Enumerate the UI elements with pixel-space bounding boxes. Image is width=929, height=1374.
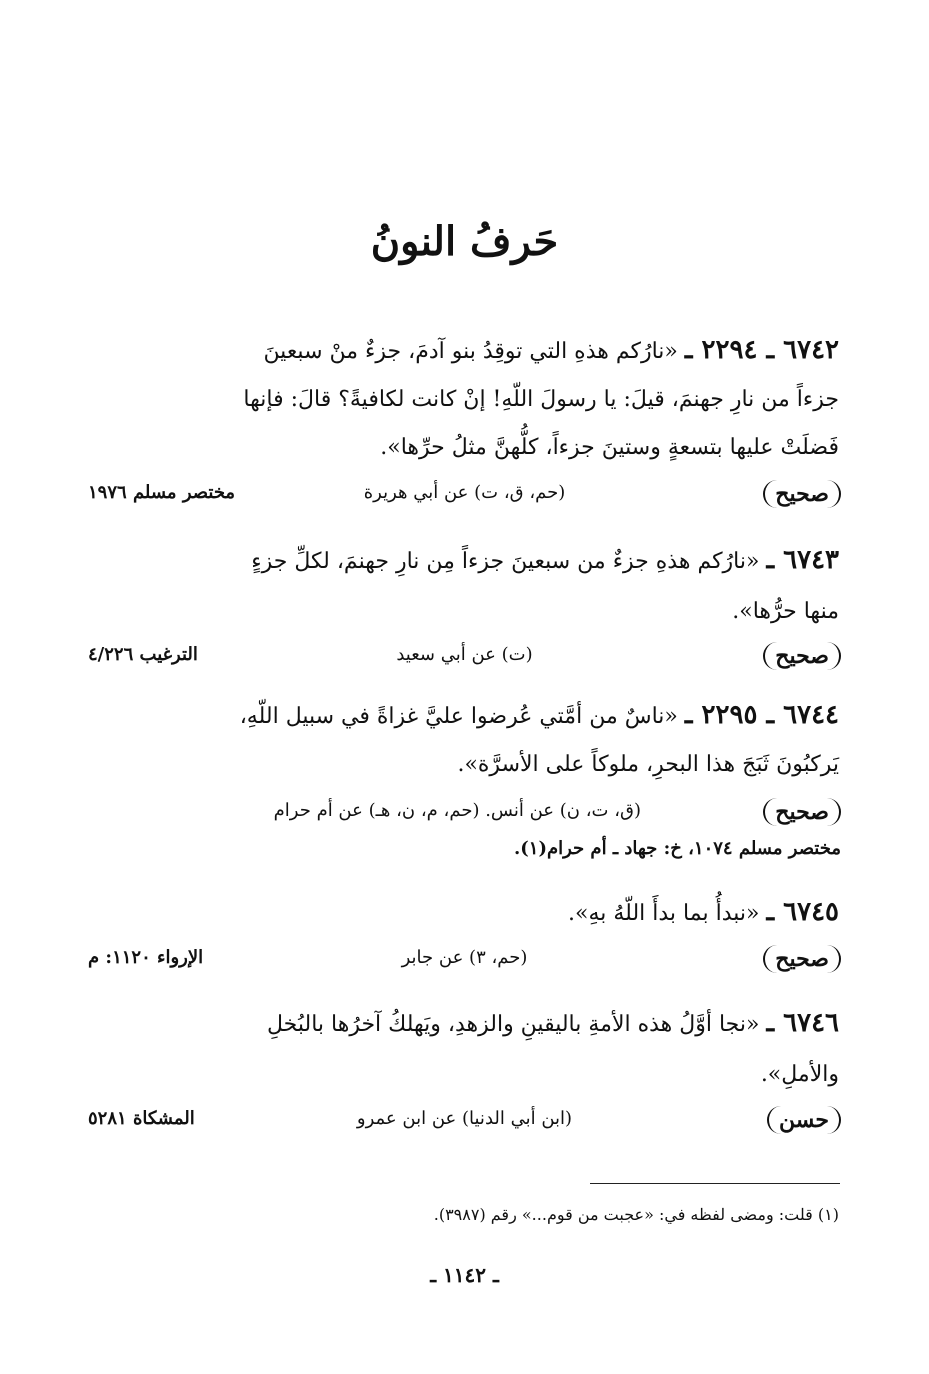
hadith-number: ٦٧٤٤ ـ ٢٢٩٥ ـ <box>684 700 839 730</box>
entry-6743-line-1 <box>89 545 839 577</box>
entry-6745-meta <box>88 945 841 977</box>
entry-6746-line-2: والأملِ». <box>760 1062 839 1087</box>
entry-6742-line-3: فَضلَتْ عليها بتسعةٍ وستينَ جزءاً، كلُّهنَّ مثلُ حرِّها». <box>380 435 839 460</box>
reference-text: مختصر مسلم ١٩٧٦ <box>88 482 236 503</box>
entry-6744-reference: مختصر مسلم ١٠٧٤، خ: جهاد ـ أم حرام(١). <box>513 838 841 859</box>
source-text: (ت) عن أبي سعيد <box>396 644 533 665</box>
footnote-divider <box>590 1183 840 1184</box>
reference-text: المشكاة ٥٢٨١ <box>88 1108 195 1129</box>
hadith-text: «نارُكم هذهِ التي توقِدُ بنو آدمَ، جزءٌ منْ سبعينَ <box>263 339 678 364</box>
grade-badge: صحيح <box>763 798 841 826</box>
source-text: (حم، ٣) عن جابر <box>401 947 528 968</box>
hadith-text: «ناسٌ من أمَّتي عُرضوا عليَّ غزاةً في سبيل اللّهِ، <box>239 704 678 729</box>
grade-badge: صحيح <box>763 642 841 670</box>
grade-badge: حسن <box>767 1106 841 1134</box>
chapter-title: حَرفُ النونُ <box>370 218 559 265</box>
entry-6744-line-2: يَركبُونَ ثَبَجَ هذا البحرِ، ملوكاً على الأسرَّة». <box>457 752 839 777</box>
reference-text: الإرواء ١١٢٠: م <box>88 947 204 968</box>
source-text: (ق، ت، ن) عن أنس. (حم، م، ن، هـ) عن أم حرام <box>273 800 641 821</box>
hadith-text: «نبدأُ بما بدأَ اللّهُ بهِ». <box>568 901 760 926</box>
hadith-number: ٦٧٤٢ ـ ٢٢٩٤ ـ <box>684 335 839 365</box>
entry-6746-meta <box>88 1106 841 1138</box>
page-number: ـ ١١٤٢ ـ <box>430 1263 499 1287</box>
hadith-number: ٦٧٤٥ ـ <box>766 897 839 927</box>
grade-badge: صحيح <box>763 945 841 973</box>
source-text: (ابن أبي الدنيا) عن ابن عمرو <box>356 1108 573 1129</box>
grade-badge: صحيح <box>763 480 841 508</box>
entry-6742-meta <box>88 480 841 512</box>
hadith-text: «نارُكم هذهِ جزءٌ من سبعينَ جزءاً مِن نارِ جهنمَ، لكلِّ جزءٍ <box>251 549 760 574</box>
reference-text: الترغيب ٤/٢٢٦ <box>88 644 198 665</box>
source-text: (حم، ق، ت) عن أبي هريرة <box>363 482 566 503</box>
entry-6743-meta <box>88 642 841 674</box>
entry-6742-line-1 <box>89 335 839 367</box>
entry-6746-line-1 <box>89 1008 839 1040</box>
entry-6743-line-2: منها حرُّها». <box>732 599 839 624</box>
entry-6744-meta <box>88 798 841 830</box>
hadith-number: ٦٧٤٦ ـ <box>766 1008 839 1038</box>
entry-6742-line-2: جزءاً من نارِ جهنمَ، قيلَ: يا رسولَ اللّهِ! إنْ كانت لكافيةً؟ قالَ: فإنها <box>243 387 839 412</box>
entry-6745-line-1 <box>89 897 839 929</box>
entry-6744-line-1 <box>89 700 839 732</box>
footnote: (١) قلت: ومضى لفظه في: «عجبت من قوم...» رقم (٣٩٨٧). <box>433 1205 839 1224</box>
hadith-number: ٦٧٤٣ ـ <box>766 545 839 575</box>
hadith-text: «نجا أوَّلُ هذه الأمةِ باليقينِ والزهدِ، ويَهلكُ آخرُها بالبُخلِ <box>266 1012 760 1037</box>
